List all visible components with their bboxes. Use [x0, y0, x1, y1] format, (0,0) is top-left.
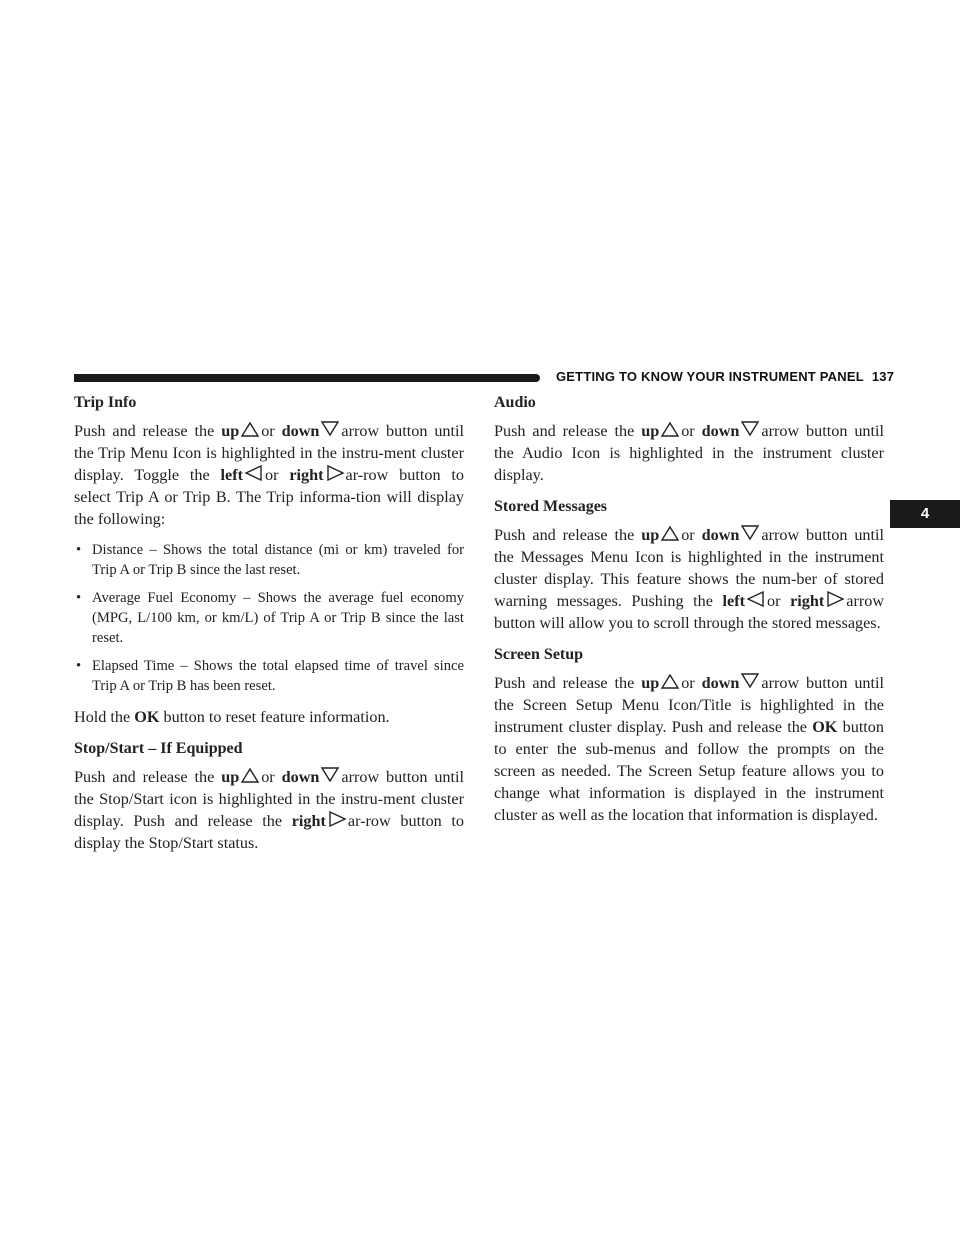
up-arrow-icon: [660, 525, 680, 541]
heading-screen-setup: Screen Setup: [494, 646, 584, 663]
up-arrow-icon: [240, 767, 260, 783]
right-arrow-icon: [825, 591, 845, 607]
heading-trip-info: Trip Info: [74, 394, 137, 411]
left-column: [74, 392, 464, 864]
chapter-tab: 4: [890, 500, 960, 528]
down-arrow-icon: [740, 421, 760, 437]
up-arrow-icon: [660, 673, 680, 689]
section-audio: [494, 392, 884, 486]
list-item: • Distance – Shows the total distance (mi or km) traveled for Trip A or Trip B since the last reset.: [74, 540, 464, 580]
right-arrow-icon: [325, 465, 345, 481]
up-arrow-icon: [660, 421, 680, 437]
right-column: [494, 392, 884, 836]
trip-info-paragraph: Push and release the up or down arrow button until the Trip Menu Icon is highlighted in the instru-ment cluster display. Toggle the left or right ar-row button to select Trip A or Trip B. The Trip informa-tion will display the following:: [74, 422, 465, 528]
trip-info-list: [74, 540, 464, 696]
section-screen-setup: [494, 644, 884, 826]
section-stored-messages: [494, 496, 884, 634]
down-arrow-icon: [740, 525, 760, 541]
running-header: [556, 369, 894, 384]
list-item: • Elapsed Time – Shows the total elapsed time of travel since Trip A or Trip B has been reset.: [74, 656, 464, 696]
right-arrow-icon: [327, 811, 347, 827]
up-arrow-icon: [240, 421, 260, 437]
header-rule: [74, 374, 540, 382]
down-arrow-icon: [320, 421, 340, 437]
screen-setup-paragraph: Push and release the up or down arrow button until the Screen Setup Menu Icon/Title is highlighted in the instrument cluster display. Push and release the OK button to enter the sub-menus and follow the prompts on the screen as needed. The Screen Setup feature allows you to change what information is displayed in the instrument cluster as well as the location that information is displayed.: [494, 674, 885, 824]
down-arrow-icon: [740, 673, 760, 689]
left-arrow-icon: [244, 465, 264, 481]
down-arrow-icon: [320, 767, 340, 783]
list-item: • Average Fuel Economy – Shows the average fuel economy (MPG, L/100 km, or km/L) of Trip A or Trip B since the last reset.: [74, 588, 464, 648]
heading-stop-start: Stop/Start – If Equipped: [74, 740, 243, 757]
hold-ok-paragraph: Hold the OK button to reset feature information.: [74, 708, 390, 726]
audio-paragraph: Push and release the up or down arrow button until the Audio Icon is highlighted in the instrument cluster display.: [494, 422, 885, 484]
stop-start-paragraph: Push and release the up or down arrow button until the Stop/Start icon is highlighted in the instru-ment cluster display. Push and release the right ar-row button to display the Stop/Start status.: [74, 768, 465, 852]
left-arrow-icon: [746, 591, 766, 607]
heading-audio: Audio: [494, 394, 536, 411]
page-number: 137: [871, 369, 895, 384]
section-stop-start: [74, 738, 464, 854]
heading-stored-messages: Stored Messages: [494, 498, 608, 515]
header-title: GETTING TO KNOW YOUR INSTRUMENT PANEL: [556, 369, 864, 384]
stored-messages-paragraph: Push and release the up or down arrow button until the Messages Menu Icon is highlighted in the instrument cluster display. This feature shows the num-ber of stored warning messages. Pushing the left or right arrow button will allow you to scroll through the stored messages.: [494, 526, 885, 632]
section-trip-info: [74, 392, 464, 728]
